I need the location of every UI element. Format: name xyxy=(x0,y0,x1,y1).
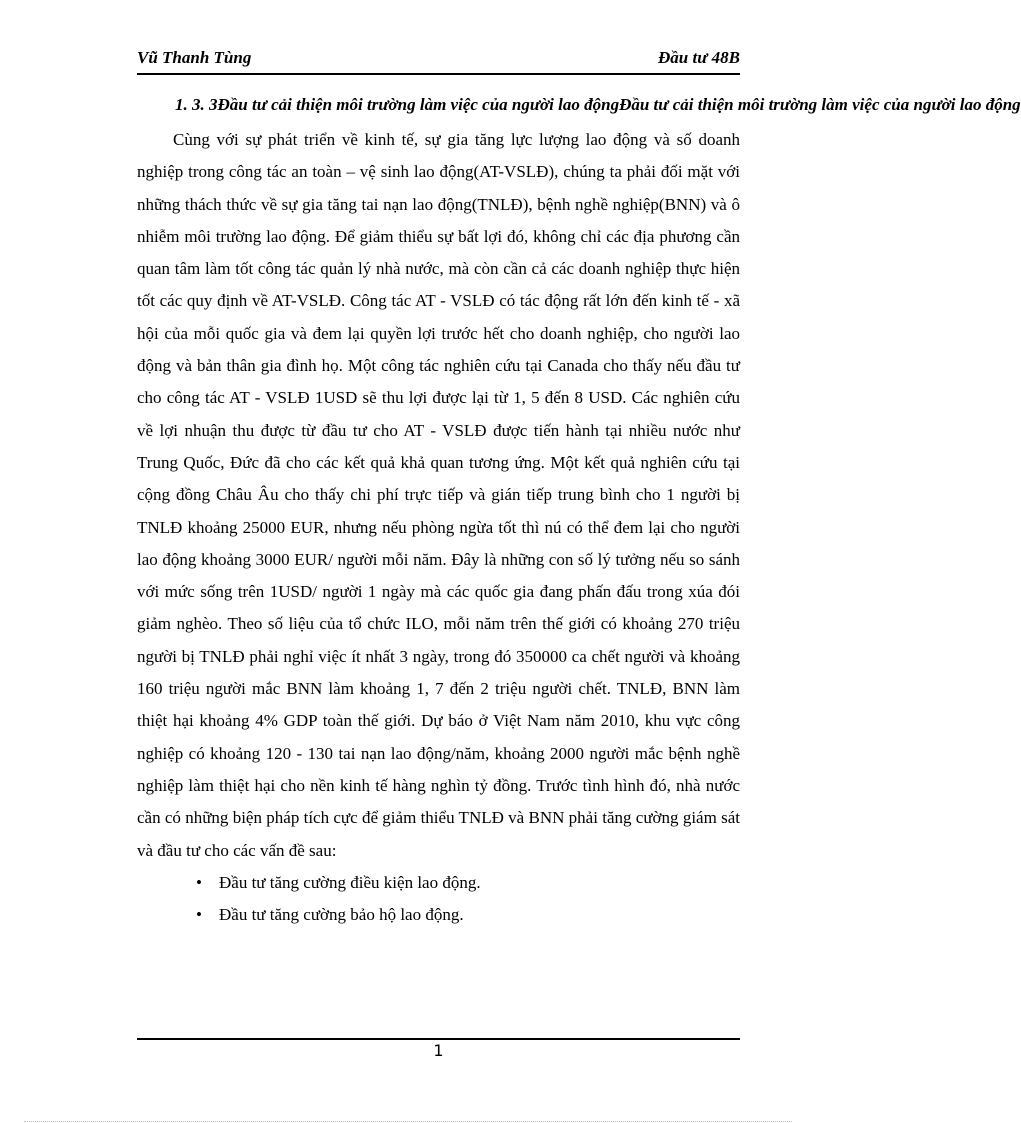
header-divider xyxy=(137,73,740,75)
bullet-icon: • xyxy=(196,905,202,925)
body-text xyxy=(137,124,740,931)
footer-divider xyxy=(137,1038,740,1040)
bullet-icon: • xyxy=(196,872,202,892)
bullet-text: Đầu tư tăng cường điều kiện lao động. xyxy=(219,872,481,892)
bullet-text: Đầu tư tăng cường bảo hộ lao động. xyxy=(219,905,464,925)
page-number: 1 xyxy=(433,1041,444,1060)
bullet-list xyxy=(137,867,740,932)
body-paragraph: Cùng với sự phát triển về kinh tế, sự gia tăng lực lượng lao động và số doanh nghiệp trong công tác an toàn – vệ sinh lao động(AT-VSLĐ), chúng ta phải đối mặt với những thách thức về sự gia tăng tai nạn lao động(TNLĐ), bệnh nghề nghiệp(BNN) và ô nhiễm môi trường lao động. Để giảm thiểu sự bất lợi đó, không chỉ các địa phương cần quan tâm làm tốt công tác quản lý nhà nước, mà còn cần cả các doanh nghiệp thực hiện tốt các quy định về AT-VSLĐ. Công tác AT - VSLĐ có tác động rất lớn đến kinh tế - xã hội của mỗi quốc gia và đem lại quyền lợi trước hết cho doanh nghiệp, cho người lao động và bản thân gia đình họ. Một công tác nghiên cứu tại Canada cho thấy nếu đầu tư cho công tác AT - VSLĐ 1USD sẽ thu lợi được lại từ 1, 5 đến 8 USD. Các nghiên cứu về lợi nhuận thu được từ đầu tư cho AT - VSLĐ được tiến hành tại nhiều nước như Trung Quốc, Đức đã cho các kết quả khả quan tương ứng. Một kết quả nghiên cứu tại cộng đồng Châu Âu cho thấy chi phí trực tiếp và gián tiếp trung bình cho 1 người bị TNLĐ khoảng 25000 EUR, nhưng nếu phòng ngừa tốt thì nú có thể đem lại cho người lao động khoảng 3000 EUR/ người mỗi năm. Đây là những con số lý tưởng nếu so sánh với mức sống trên 1USD/ người 1 ngày mà các quốc gia đang phấn đấu trong xúa đói giảm nghèo. Theo số liệu của tổ chức ILO, mỗi năm trên thế giới có khoảng 270 triệu người bị TNLĐ phải nghỉ việc ít nhất 3 ngày, trong đó 350000 ca chết người và khoảng 160 triệu người mắc BNN làm khoảng 1, 7 đến 2 triệu người chết. TNLĐ, BNN làm thiệt hại khoảng 4% GDP toàn thế giới. Dự báo ở Việt Nam năm 2010, khu vực công nghiệp có khoảng 120 - 130 tai nạn lao động/năm, khoảng 2000 người mắc bệnh nghề nghiệp làm thiệt hại cho nền kinh tế hàng nghìn tỷ đồng. Trước tình hình đó, nhà nước cần có những biện pháp tích cực để giảm thiểu TNLĐ và BNN phải tăng cường giám sát và đầu tư cho các vấn đề sau: xyxy=(137,130,740,860)
bullet-item xyxy=(137,867,740,899)
bullet-item xyxy=(137,899,740,931)
header-class: Đầu tư 48B xyxy=(658,48,740,67)
page-bottom-edge xyxy=(24,1121,792,1122)
section-title: 1. 3. 3Đầu tư cải thiện môi trường làm việc của người lao độngĐầu tư cải thiện môi trường làm việc của người lao động xyxy=(175,95,1021,114)
page-header xyxy=(137,48,740,70)
header-author: Vũ Thanh Tùng xyxy=(137,48,252,67)
